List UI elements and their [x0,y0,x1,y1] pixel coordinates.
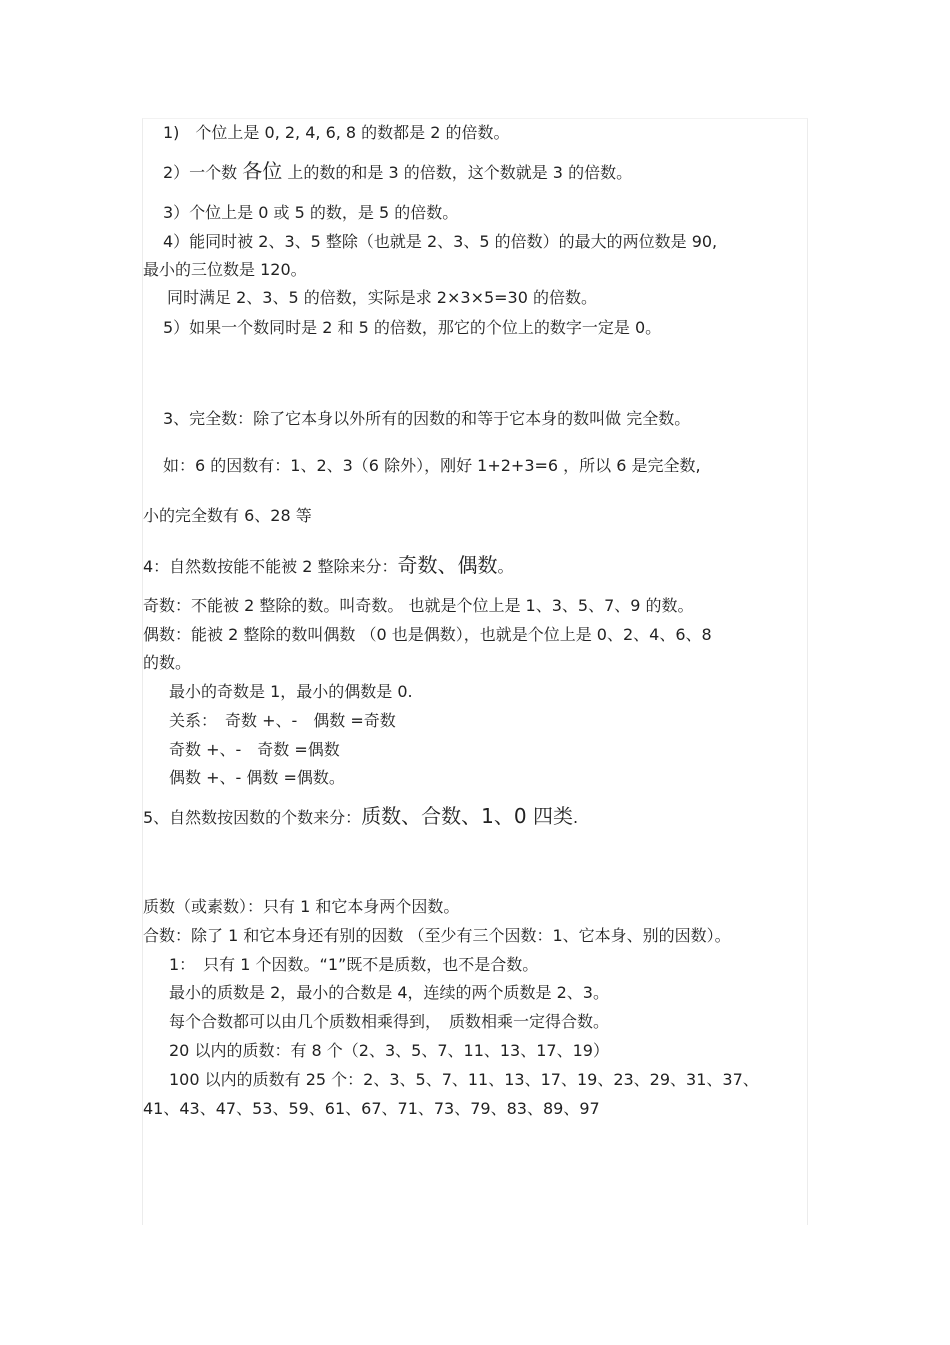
min-prime-composite: 最小的质数是 2，最小的合数是 4，连续的两个质数是 2、3。 [169,983,609,1002]
primes-under-100-cont: 41、43、47、53、59、61、67、71、73、79、83、89、97 [143,1099,600,1118]
perfect-number-definition: 3、完全数：除了它本身以外所有的因数的和等于它本身的数叫做 完全数。 [163,409,691,428]
relation-1: 关系： 奇数 +、- 偶数 =奇数 [169,711,396,730]
odd-even-heading-suffix: 。 [497,557,514,576]
rule-3-emphasis: 各位 [242,159,283,183]
factor-count-suffix: . [573,808,579,827]
factor-count-heading [143,806,813,828]
factor-count-emphasis: 质数、合数、1、0 四类 [361,804,573,828]
relation-2: 奇数 +、- 奇数 =偶数 [169,740,340,759]
rule-235-multiple: 4）能同时被 2、3、5 整除（也就是 2、3、5 的倍数）的最大的两位数是 90, [163,232,718,251]
odd-even-heading-emphasis: 奇数、偶数 [397,553,498,577]
perfect-number-list: 小的完全数有 6、28 等 [143,506,312,525]
factor-count-prefix: 5、自然数按因数的个数来分： [143,808,362,827]
even-definition: 偶数：能被 2 整除的数叫偶数 （0 也是偶数），也就是个位上是 0、2、4、6、8 [143,625,712,644]
rule-2-multiple: 1) 个位上是 0, 2, 4, 6, 8 的数都是 2 的倍数。 [163,123,510,142]
even-definition-cont: 的数。 [143,653,192,672]
rule-5-multiple: 3）个位上是 0 或 5 的数，是 5 的倍数。 [163,203,459,222]
prime-definition: 质数（或素数）：只有 1 和它本身两个因数。 [143,897,460,916]
primes-under-20: 20 以内的质数：有 8 个（2、3、5、7、11、13、17、19） [169,1041,609,1060]
rule-235-note: 同时满足 2、3、5 的倍数，实际是求 2×3×5=30 的倍数。 [167,288,598,307]
rule-235-min: 最小的三位数是 120。 [143,260,307,279]
rule-3-suffix: 上的数的和是 3 的倍数，这个数就是 3 的倍数。 [282,163,633,182]
primes-under-100: 100 以内的质数有 25 个：2、3、5、7、11、13、17、19、23、29、31、37、 [169,1070,759,1089]
odd-even-heading-prefix: 4：自然数按能不能被 2 整除来分： [143,557,398,576]
one-note: 1： 只有 1 个因数。“1”既不是质数，也不是合数。 [169,955,539,974]
composite-definition: 合数：除了 1 和它本身还有别的因数 （至少有三个因数：1、它本身、别的因数）。 [143,926,731,945]
relation-3: 偶数 +、- 偶数 =偶数。 [169,768,345,787]
rule-3-multiple [143,161,833,183]
rule-3-prefix: 2）一个数 [163,163,243,182]
min-odd-even: 最小的奇数是 1，最小的偶数是 0. [169,682,413,701]
odd-definition: 奇数：不能被 2 整除的数。叫奇数。 也就是个位上是 1、3、5、7、9 的数。 [143,596,694,615]
perfect-number-example: 如：6 的因数有：1、2、3（6 除外），刚好 1+2+3=6 ，所以 6 是完全数, [163,456,701,475]
odd-even-heading [143,555,813,577]
rule-2-and-5: 5）如果一个数同时是 2 和 5 的倍数，那它的个位上的数字一定是 0。 [163,318,662,337]
composite-note: 每个合数都可以由几个质数相乘得到， 质数相乘一定得合数。 [169,1012,610,1031]
